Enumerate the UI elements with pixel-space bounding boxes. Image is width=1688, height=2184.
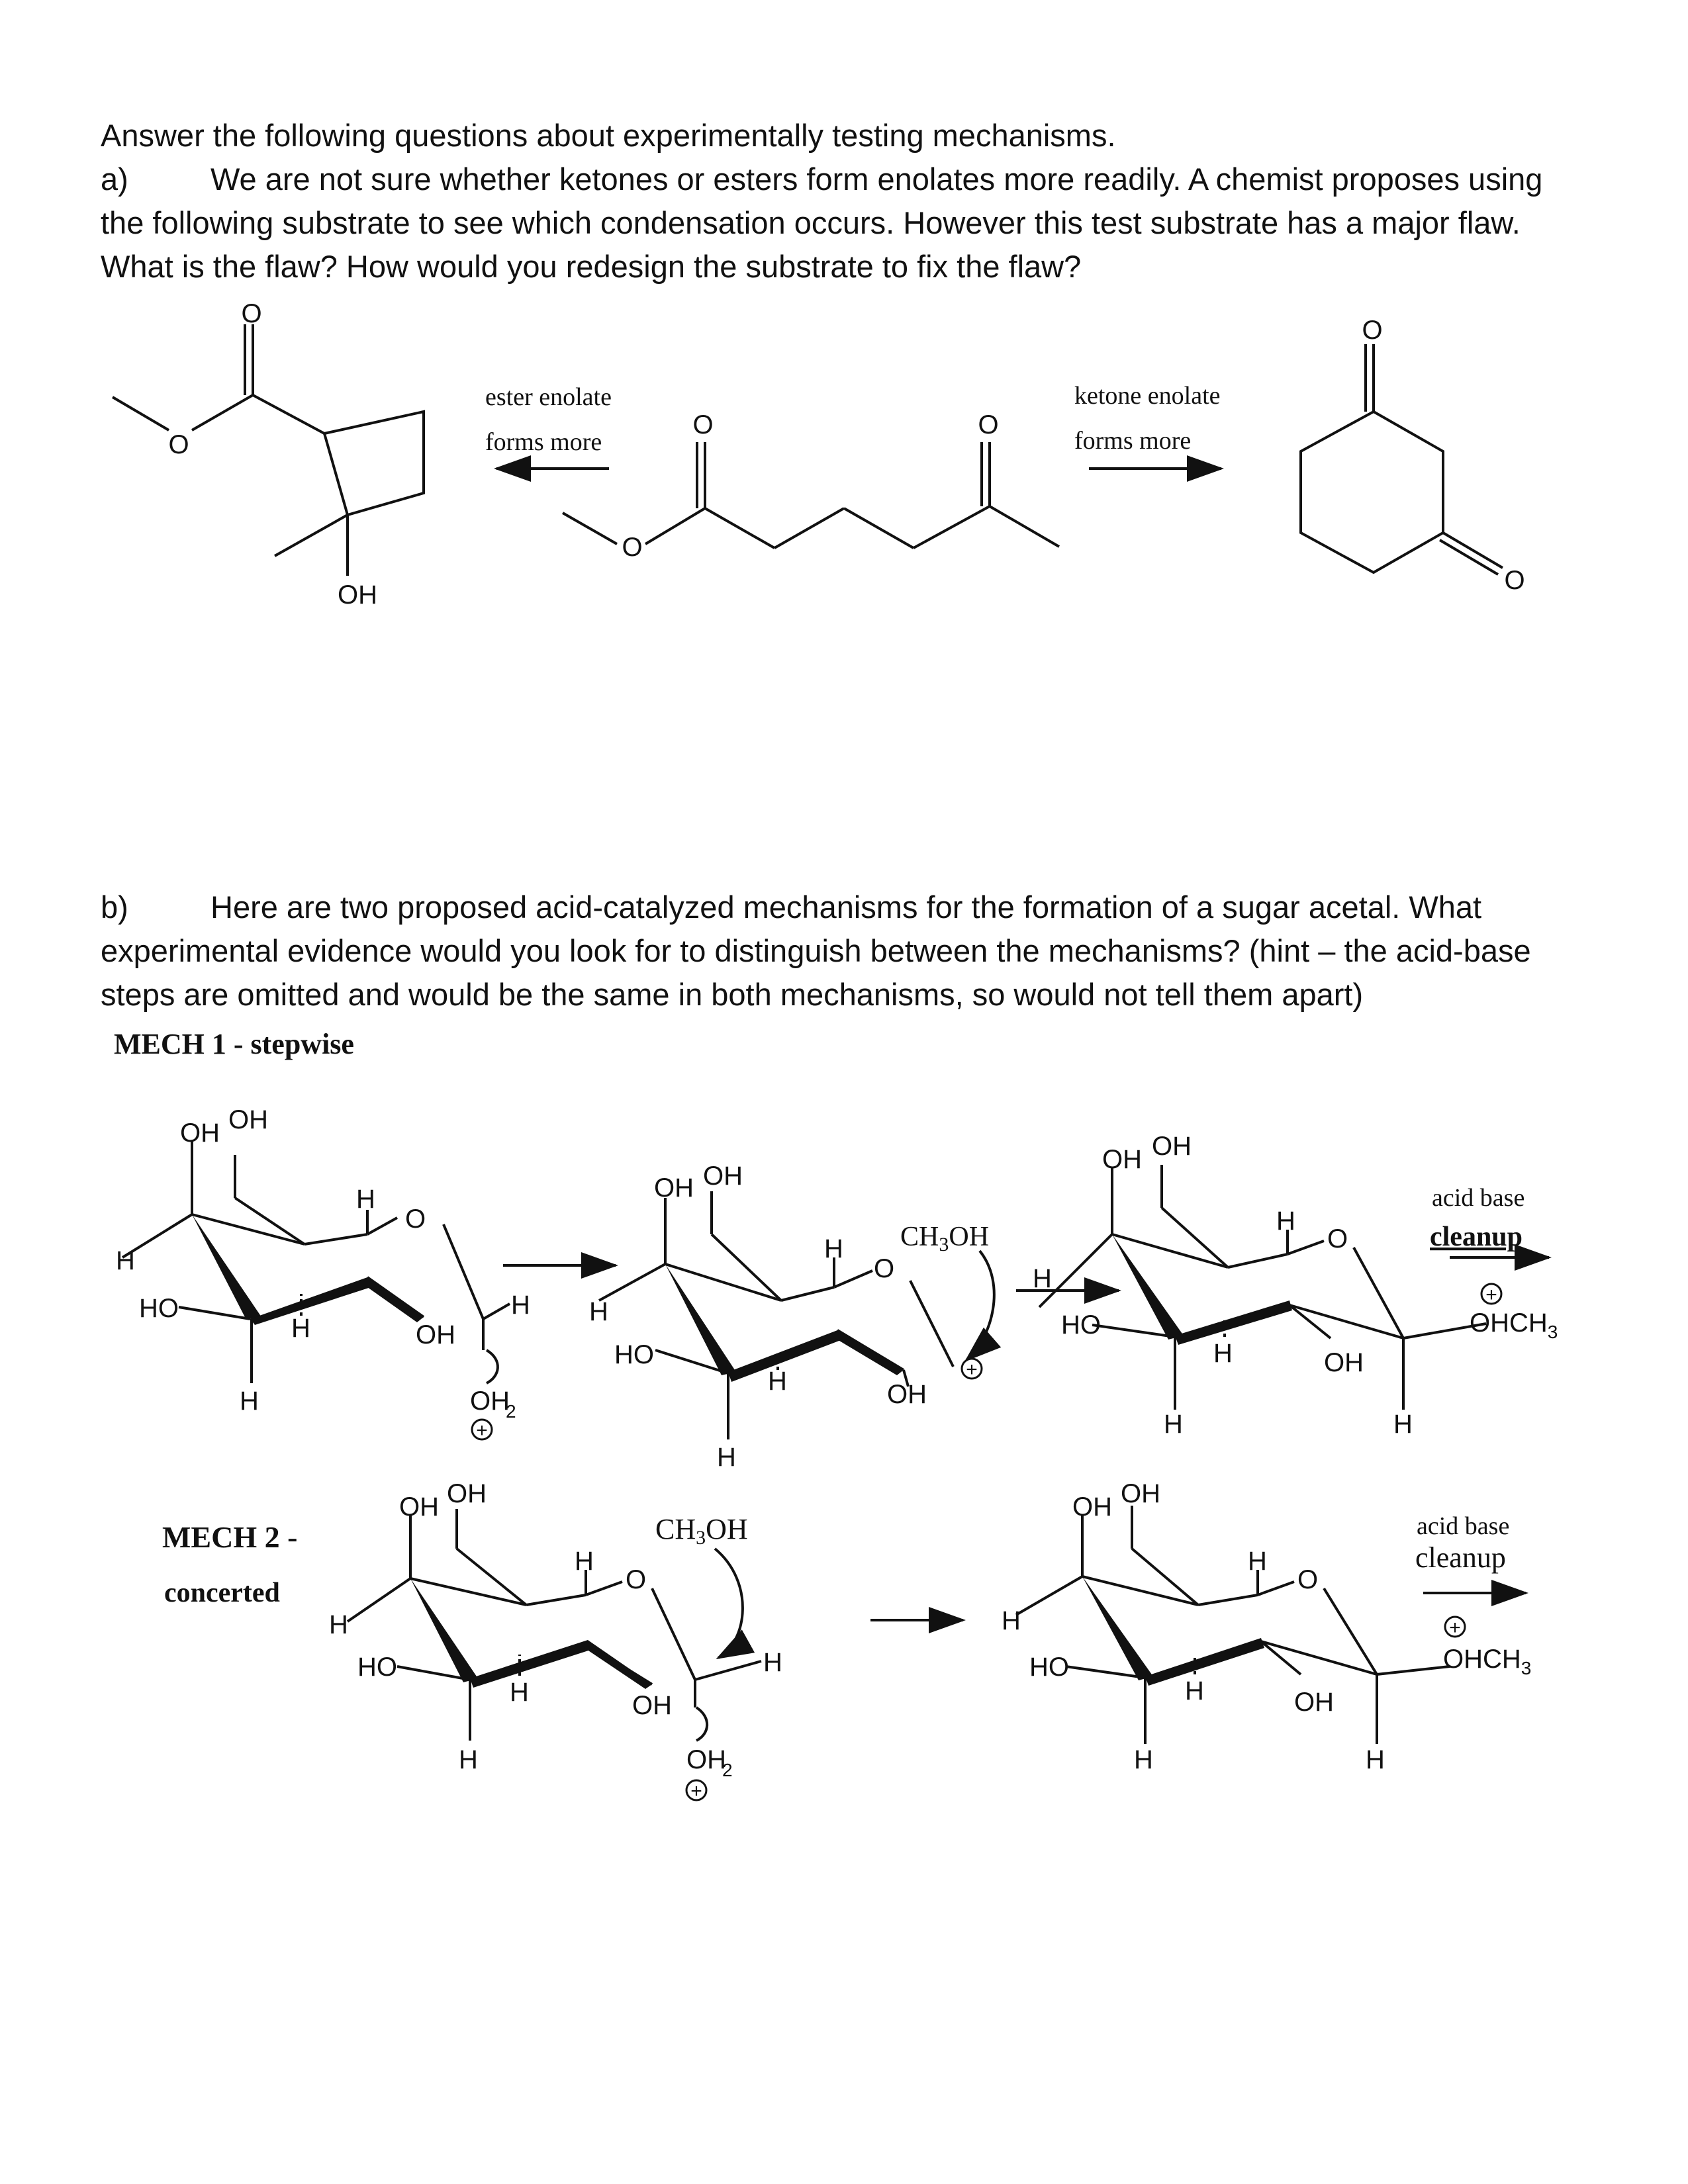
ester-arrow-label-2: forms more xyxy=(485,428,602,456)
atom-h: H xyxy=(1276,1206,1295,1236)
mech1-product xyxy=(1033,1132,1486,1439)
atom-h: H xyxy=(116,1246,135,1275)
leaving-group-subscript: 2 xyxy=(722,1760,733,1780)
atom-o-ring: O xyxy=(405,1205,426,1234)
atom-oh: OH xyxy=(1121,1479,1160,1508)
atom-o-ester-2: O xyxy=(622,533,643,562)
atom-o-ring: O xyxy=(1297,1565,1319,1594)
atom-o-ring: O xyxy=(626,1565,647,1594)
atom-ho: HO xyxy=(614,1340,654,1369)
methanol-label-1: CH3OH xyxy=(900,1222,990,1255)
cleanup-label-2: cleanup xyxy=(1415,1541,1506,1574)
atom-h: H xyxy=(459,1745,478,1774)
atom-h: H xyxy=(768,1367,787,1396)
atom-h: H xyxy=(329,1610,348,1639)
mech1-oxocarbenium xyxy=(589,1161,994,1472)
leaving-group-oh2: OH xyxy=(686,1745,726,1774)
part-a-text: We are not sure whether ketones or esters form enolates more readily. A chemist proposes using the following substrate to see which condensation occurs. However this test substrate has a major flaw. What is the flaw? How would you redesign the substrate to fix the flaw? xyxy=(101,161,1543,284)
cleanup-label-1: cleanup xyxy=(1430,1222,1523,1252)
plus-charge: + xyxy=(1449,1617,1461,1639)
atom-o-dione-1: O xyxy=(1362,316,1383,345)
atom-oh-cyclobutanol: OH xyxy=(338,580,377,610)
leaving-group-oh2: OH xyxy=(470,1387,510,1416)
ester-arrow-label-1: ester enolate xyxy=(485,383,612,411)
atom-oh: OH xyxy=(1294,1688,1334,1717)
ketone-arrow-label-1: ketone enolate xyxy=(1074,382,1221,410)
atom-h: H xyxy=(1002,1606,1021,1635)
acid-base-label-2: acid base xyxy=(1417,1512,1510,1540)
atom-h: H xyxy=(1185,1676,1204,1706)
atom-oh: OH xyxy=(228,1105,268,1134)
mech2-product xyxy=(1002,1479,1450,1774)
test-substrate-structure xyxy=(113,324,1503,576)
atom-ho: HO xyxy=(1061,1310,1101,1340)
part-b-label: b) xyxy=(101,889,128,925)
atom-ho: HO xyxy=(357,1653,397,1682)
leaving-group-subscript: 2 xyxy=(506,1401,516,1422)
acid-base-label-1: acid base xyxy=(1432,1184,1525,1212)
ohch3-label-1: $OHCH_3$ xyxy=(1470,1308,1558,1342)
part-b-text: Here are two proposed acid-catalyzed mechanisms for the formation of a sugar acetal. What experimental evidence would you look for to distinguish between the mechanisms? (hint – the acid-base steps are omitted and would be the same in both mechanisms, so would not tell them apart) xyxy=(101,889,1531,1012)
atom-oh: OH xyxy=(416,1320,455,1349)
atom-h: H xyxy=(717,1443,736,1472)
atom-h: H xyxy=(763,1648,782,1677)
atom-oh: OH xyxy=(1102,1145,1142,1174)
atom-o-ring: O xyxy=(874,1254,895,1283)
plus-charge: + xyxy=(966,1359,978,1381)
ohch3-label-2: $OHCH_3$ xyxy=(1443,1645,1532,1678)
atom-h: H xyxy=(511,1291,530,1320)
mech1-title: MECH 1 - stepwise xyxy=(114,1028,354,1060)
atom-ho: HO xyxy=(1029,1653,1069,1682)
atom-h: H xyxy=(1213,1339,1233,1368)
atom-oh: OH xyxy=(654,1173,694,1203)
atom-h: H xyxy=(1164,1410,1183,1439)
atom-h: H xyxy=(1033,1264,1052,1293)
atom-h: H xyxy=(291,1314,310,1343)
atom-h: H xyxy=(1248,1547,1267,1576)
mech2-oxonium-sugar xyxy=(329,1479,782,1802)
intro-text: Answer the following questions about experimentally testing mechanisms. xyxy=(101,118,1116,153)
plus-charge: + xyxy=(476,1420,488,1441)
atom-h: H xyxy=(1134,1745,1153,1774)
atom-h: H xyxy=(510,1678,529,1707)
atom-h: H xyxy=(824,1234,843,1263)
mech2-title-line2: concerted xyxy=(164,1578,280,1608)
atom-h: H xyxy=(356,1185,375,1214)
atom-oh: OH xyxy=(447,1479,487,1508)
atom-oh: OH xyxy=(1324,1348,1364,1377)
atom-h: H xyxy=(575,1547,594,1576)
atom-oh: OH xyxy=(399,1492,439,1522)
part-a-label: a) xyxy=(101,161,128,197)
atom-o-ring: O xyxy=(1327,1224,1348,1253)
atom-oh: OH xyxy=(887,1380,927,1409)
atom-ho: HO xyxy=(139,1294,179,1323)
atom-oh: OH xyxy=(703,1161,743,1191)
atom-h: H xyxy=(589,1297,608,1326)
ketone-arrow-label-2: forms more xyxy=(1074,427,1192,455)
plus-charge: + xyxy=(690,1780,702,1802)
atom-o-ketone: O xyxy=(978,410,999,439)
mech2-title-line1: MECH 2 - xyxy=(162,1520,298,1554)
atom-h: H xyxy=(1393,1410,1413,1439)
atom-oh: OH xyxy=(632,1691,672,1720)
plus-charge: + xyxy=(1485,1284,1497,1306)
atom-o-dione-2: O xyxy=(1504,566,1525,595)
atom-o-carbonyl-1: O xyxy=(241,299,262,328)
atom-o-ester-1: O xyxy=(168,430,189,459)
atom-oh: OH xyxy=(1072,1492,1112,1522)
atom-o-carbonyl-2: O xyxy=(692,410,714,439)
atom-oh: OH xyxy=(180,1118,220,1148)
atom-oh: OH xyxy=(1152,1132,1192,1161)
atom-h: H xyxy=(240,1387,259,1416)
methanol-label-2: CH3OH xyxy=(655,1513,748,1549)
atom-h: H xyxy=(1366,1745,1385,1774)
mech1-oxonium-sugar-1 xyxy=(116,1105,530,1441)
